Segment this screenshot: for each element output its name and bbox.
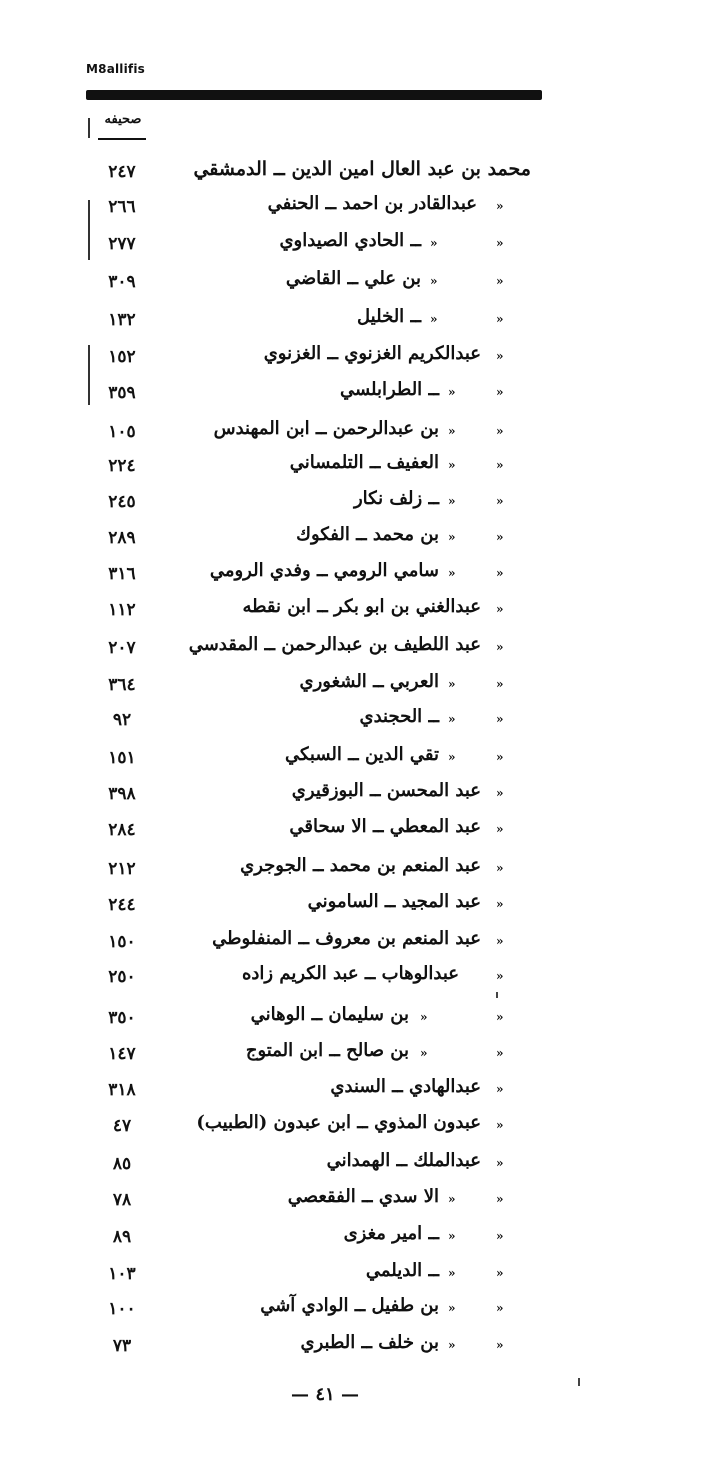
ditto-mark: » — [420, 1010, 428, 1024]
entry-name: عبدالغني بن ابو بكر ــ ابن نقطه — [242, 596, 481, 617]
page-number: — ٤١ — — [291, 1384, 359, 1405]
entry-name: عبد المجيد ــ الساموني — [307, 891, 481, 912]
entry-name: عبد المنعم بن معروف ــ المنفلوطي — [212, 928, 481, 949]
stray-mark — [496, 992, 498, 998]
ditto-mark: » — [448, 750, 456, 764]
entry-page: ٧٨ — [112, 1190, 132, 1210]
entry-name: بن عبدالرحمن ــ ابن المهندس — [213, 418, 439, 439]
index-row — [0, 306, 703, 336]
entry-name: عبدون المذوي ــ ابن عبدون (الطبيب) — [196, 1112, 481, 1133]
entry-page: ٣٥٩ — [108, 383, 136, 403]
ditto-mark: » — [496, 385, 504, 399]
entry-page: ١٥٠ — [108, 932, 136, 952]
index-row — [0, 230, 703, 260]
index-row — [0, 1112, 703, 1142]
entry-name: بن صالح ــ ابن المتوج — [245, 1040, 409, 1061]
entry-name: عبد المحسن ــ البوزقيري — [291, 780, 481, 801]
entry-name: محمد بن عبد العال امين الدين ــ الدمشقي — [193, 158, 531, 180]
entry-page: ٢٦٦ — [108, 197, 136, 217]
ditto-mark: » — [496, 1010, 504, 1024]
ditto-mark: » — [448, 1301, 456, 1315]
ditto-mark: » — [496, 1046, 504, 1060]
entry-page: ٢٨٤ — [108, 820, 136, 840]
index-row — [0, 816, 703, 846]
ditto-mark: » — [496, 1156, 504, 1170]
ditto-mark: » — [496, 677, 504, 691]
ditto-mark: » — [448, 712, 456, 726]
running-head: M8allifis — [86, 62, 146, 76]
ditto-mark: » — [448, 424, 456, 438]
ditto-mark: » — [448, 677, 456, 691]
ditto-mark: » — [448, 385, 456, 399]
entry-page: ١٠٥ — [108, 422, 136, 442]
ditto-mark: » — [496, 969, 504, 983]
ditto-mark: » — [496, 822, 504, 836]
entry-name: عبدالهادي ــ السندي — [330, 1076, 481, 1097]
entry-page: ٢٥٠ — [108, 967, 136, 987]
ditto-mark: » — [496, 274, 504, 288]
index-row — [0, 560, 703, 590]
index-row — [0, 158, 703, 188]
entry-name: ــ امير مغزى — [343, 1223, 439, 1244]
entry-page: ٣١٦ — [108, 564, 136, 584]
entry-page: ٩٢ — [112, 710, 132, 730]
entry-page: ٣٩٨ — [108, 784, 136, 804]
entry-name: عبدالملك ــ الهمداني — [326, 1150, 481, 1171]
ditto-mark: » — [496, 458, 504, 472]
stray-mark — [578, 1378, 580, 1386]
ditto-mark: » — [448, 1338, 456, 1352]
index-row — [0, 1223, 703, 1253]
entry-page: ١٠٠ — [108, 1299, 136, 1319]
index-row — [0, 928, 703, 958]
ditto-mark: » — [496, 640, 504, 654]
entry-name: ــ الخليل — [357, 306, 421, 327]
index-row — [0, 193, 703, 223]
ditto-mark: » — [496, 530, 504, 544]
index-row — [0, 343, 703, 373]
index-row — [0, 1076, 703, 1106]
entry-name: عبد المنعم بن محمد ــ الجوجري — [240, 855, 481, 876]
ditto-mark: » — [496, 1338, 504, 1352]
ditto-mark: » — [496, 199, 504, 213]
ditto-mark: » — [496, 349, 504, 363]
entry-name: ــ زلف نكار — [353, 488, 439, 509]
index-row — [0, 1040, 703, 1070]
entry-page: ٨٥ — [112, 1154, 132, 1174]
index-row — [0, 268, 703, 298]
index-row — [0, 1295, 703, 1325]
entry-name: الا سدي ــ الفقعصي — [287, 1186, 439, 1207]
entry-name: بن خلف ــ الطبري — [300, 1332, 439, 1353]
ditto-mark: » — [496, 712, 504, 726]
entry-page: ١١٢ — [108, 600, 136, 620]
entry-page: ٢٤٥ — [108, 492, 136, 512]
ditto-mark: » — [496, 750, 504, 764]
ditto-mark: » — [430, 236, 438, 250]
ditto-mark: » — [496, 1229, 504, 1243]
index-row — [0, 488, 703, 518]
index-row — [0, 855, 703, 885]
ditto-mark: » — [448, 458, 456, 472]
entry-name: بن سليمان ــ الوهاني — [250, 1004, 409, 1025]
ditto-mark: » — [448, 530, 456, 544]
index-row — [0, 634, 703, 664]
entry-page: ٨٩ — [112, 1227, 132, 1247]
entry-page: ١٥٢ — [108, 347, 136, 367]
ditto-mark: » — [496, 861, 504, 875]
ditto-mark: » — [448, 1192, 456, 1206]
index-row — [0, 418, 703, 448]
ditto-mark: » — [496, 566, 504, 580]
entry-page: ١٠٣ — [108, 1264, 136, 1284]
entry-name: ــ الطرابلسي — [339, 379, 439, 400]
index-row — [0, 671, 703, 701]
index-row — [0, 452, 703, 482]
ditto-mark: » — [420, 1046, 428, 1060]
entry-page: ١٤٧ — [108, 1044, 136, 1064]
ditto-mark: » — [496, 1192, 504, 1206]
entry-name: بن علي ــ القاضي — [285, 268, 421, 289]
entry-page: ٢٨٩ — [108, 528, 136, 548]
ditto-mark: » — [496, 1118, 504, 1132]
ditto-mark: » — [430, 312, 438, 326]
entry-name: ــ الديلمي — [365, 1260, 439, 1281]
entry-name: عبدالوهاب ــ عبد الكريم زاده — [241, 963, 459, 984]
ditto-mark: » — [448, 494, 456, 508]
entry-page: ٤٧ — [112, 1116, 132, 1136]
index-row — [0, 891, 703, 921]
entry-page: ١٣٢ — [108, 310, 136, 330]
entry-page: ٢١٢ — [108, 859, 136, 879]
entry-page: ٢٤٤ — [108, 895, 136, 915]
entry-name: عبدالقادر بن احمد ــ الحنفي — [267, 193, 477, 214]
index-row — [0, 1260, 703, 1290]
entry-page: ٣٦٤ — [108, 675, 136, 695]
ditto-mark: » — [430, 274, 438, 288]
entry-name: ــ الحجندي — [359, 706, 439, 727]
index-row — [0, 596, 703, 626]
entry-page: ٢٠٧ — [108, 638, 136, 658]
index-row — [0, 1150, 703, 1180]
entry-page: ٣١٨ — [108, 1080, 136, 1100]
index-row — [0, 1004, 703, 1034]
index-row — [0, 780, 703, 810]
ditto-mark: » — [496, 236, 504, 250]
entry-name: عبد اللطيف بن عبدالرحمن ــ المقدسي — [188, 634, 481, 655]
ditto-mark: » — [496, 312, 504, 326]
entry-page: ٣٠٩ — [108, 272, 136, 292]
ditto-mark: » — [496, 1266, 504, 1280]
entry-name: العفيف ــ التلمساني — [289, 452, 439, 473]
ditto-mark: » — [448, 1229, 456, 1243]
ditto-mark: » — [496, 934, 504, 948]
ditto-mark: » — [448, 566, 456, 580]
ditto-mark: » — [496, 602, 504, 616]
entry-page: ٢٢٤ — [108, 456, 136, 476]
index-row — [0, 379, 703, 409]
ditto-mark: » — [496, 494, 504, 508]
entry-name: سامي الرومي ــ وفدي الرومي — [209, 560, 439, 581]
entry-page: ٢٧٧ — [108, 234, 136, 254]
index-row — [0, 1186, 703, 1216]
entry-page: ٧٣ — [112, 1336, 132, 1356]
index-row — [0, 744, 703, 774]
ditto-mark: » — [496, 1301, 504, 1315]
entry-name: العربي ــ الشغوري — [299, 671, 439, 692]
ditto-mark: » — [496, 424, 504, 438]
index-row — [0, 1332, 703, 1362]
ditto-mark: » — [496, 1082, 504, 1096]
entry-page: ٢٤٧ — [108, 162, 136, 182]
ditto-mark: » — [496, 786, 504, 800]
entry-name: عبد المعطي ــ الا سحاقي — [289, 816, 481, 837]
index-row — [0, 963, 703, 993]
entry-page: ١٥١ — [108, 748, 136, 768]
entry-name: بن طفيل ــ الوادي آشي — [260, 1295, 439, 1316]
index-row — [0, 706, 703, 736]
entry-page: ٣٥٠ — [108, 1008, 136, 1028]
page-column-header: صحيفه — [104, 112, 142, 127]
ditto-mark: » — [496, 897, 504, 911]
entry-name: ــ الحادي الصيداوي — [279, 230, 421, 251]
entry-name: بن محمد ــ الفكوك — [296, 524, 439, 545]
entry-name: عبدالكريم الغزنوي ــ الغزنوي — [263, 343, 481, 364]
index-row — [0, 524, 703, 554]
entry-name: تقي الدين ــ السبكي — [284, 744, 439, 765]
ditto-mark: » — [448, 1266, 456, 1280]
